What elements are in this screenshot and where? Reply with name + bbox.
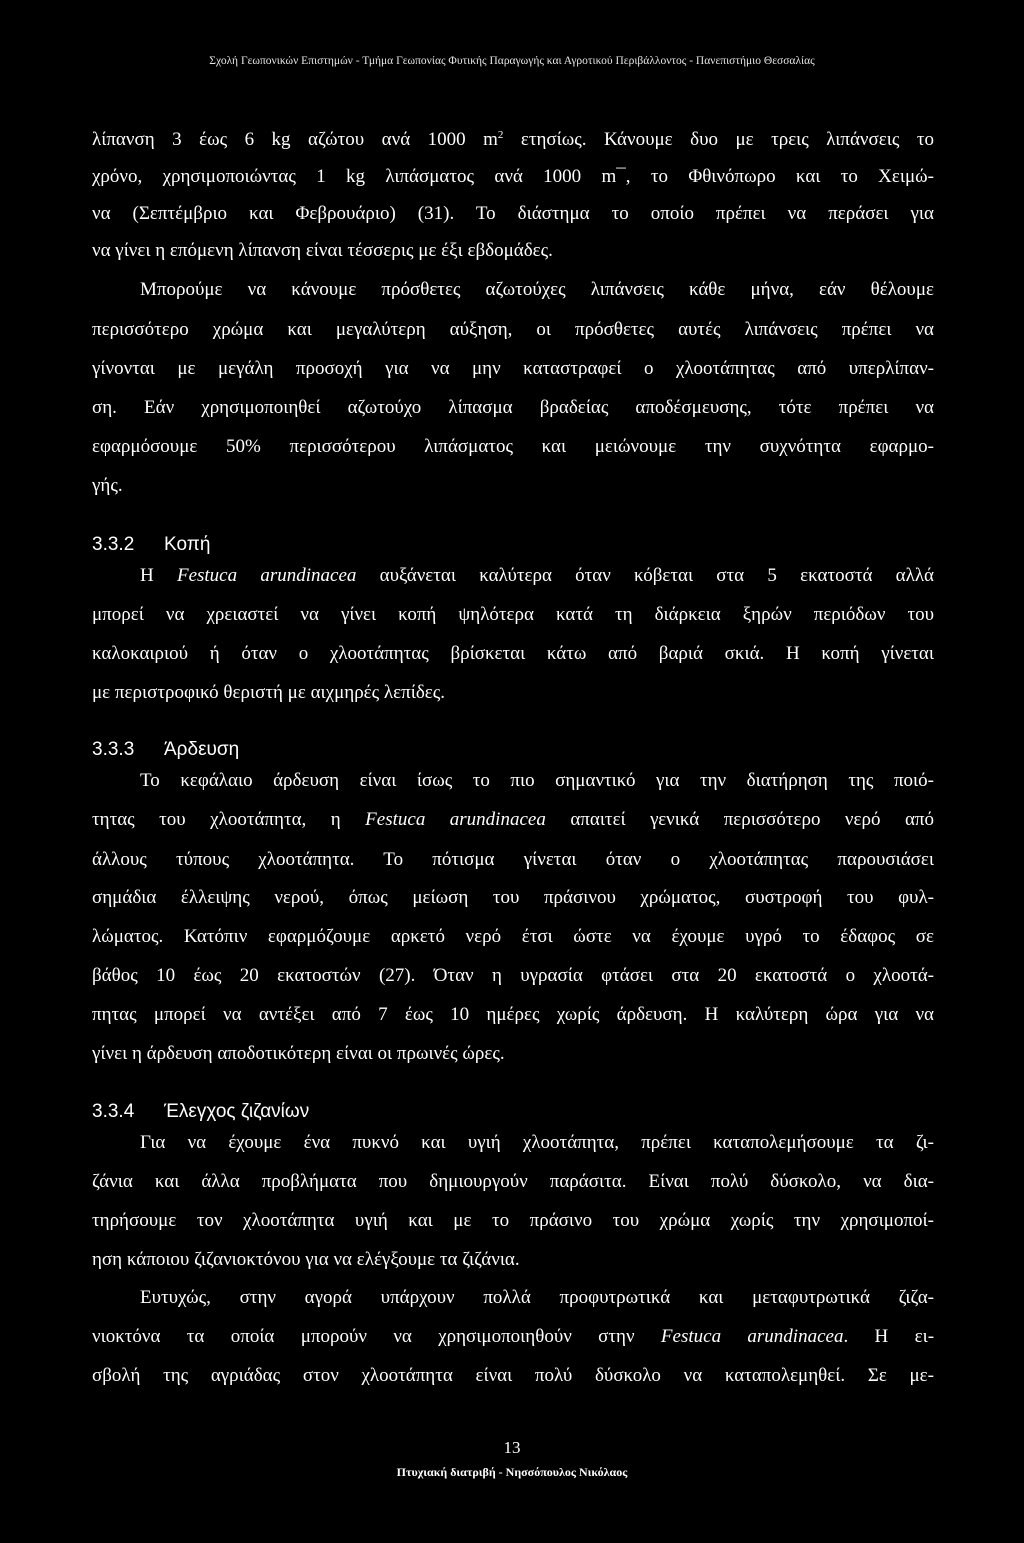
text-line [92,808,934,832]
text-line: τηρήσουμε τον χλοοτάπητα υγιή και με το πράσινο του χρώμα χωρίς την χρησιμοποί- [92,1210,934,1231]
italic-species-name: Festuca arundinacea [176,565,357,586]
text-line: να (Σεπτέμβριο και Φεβρουάριο) (31). Το διάστημα το οποίο πρέπει να περάσει για [92,203,934,224]
footer-note: Πτυχιακή διατριβή - Νησσόπουλος Νικόλαος [396,1465,628,1479]
running-header: Σχολή Γεωπονικών Επιστημών - Τμήμα Γεωπονίας Φυτικής Παραγωγής και Αγροτικού Περιβάλλοντος - Πανεπιστήμιο Θεσσαλίας [209,55,815,67]
section-number: 3.3.2 [92,534,135,555]
text-span: αυξάνεται καλύτερα όταν κόβεται στα 5 εκατοστά αλλά [356,565,934,586]
text-line: λώματος. Κατόπιν εφαρμόζουμε αρκετό νερό έτσι ώστε να έχουμε υγρό το έδαφος σε [92,926,934,947]
text-line [92,1325,934,1349]
text-line: βάθος 10 έως 20 εκατοστών (27). Όταν η υγρασία φτάσει στα 20 εκατοστά ο χλοοτά- [92,965,934,986]
text-span: νιοκτόνα τα οποία μπορούν να χρησιμοποιηθούν στην [92,1326,661,1347]
italic-species-name: Festuca arundinacea [660,1326,844,1347]
section-heading-3-3-3 [92,738,239,762]
section-title: Έλεγχος ζιζανίων [164,1101,310,1122]
text-line: εφαρμόσουμε 50% περισσότερου λιπάσματος και μειώνουμε την συχνότητα εφαρμο- [92,436,934,457]
text-line: να γίνει η επόμενη λίπανση είναι τέσσερις με έξι εβδομάδες. [92,240,553,261]
text-line: σβολή της αγριάδας στον χλοοτάπητα είναι πολύ δύσκολο να καταπολεμηθεί. Σε με- [92,1365,934,1386]
text-line: χρόνο, χρησιμοποιώντας 1 kg λιπάσματος ανά 1000 m¯, το Φθινόπωρο και το Χειμώ- [92,166,934,187]
text-span: Η [140,565,177,586]
text-line: γίνει η άρδευση αποδοτικότερη είναι οι πρωινές ώρες. [92,1043,505,1064]
text-line [140,564,934,588]
text-line: Το κεφάλαιο άρδευση είναι ίσως το πιο σημαντικό για την διατήρηση της ποιό- [140,770,934,791]
text-line: με περιστροφικό θεριστή με αιχμηρές λεπίδες. [92,682,446,703]
section-title: Κοπή [164,534,211,555]
text-span: απαιτεί γενικά περισσότερο νερό από [545,809,935,830]
text-line: Ευτυχώς, στην αγορά υπάρχουν πολλά προφυτρωτικά και μεταφυτρωτικά ζιζα- [140,1287,934,1308]
text-line: μπορεί να χρειαστεί να γίνει κοπή ψηλότερα κατά τη διάρκεια ξηρών περιόδων του [92,604,934,625]
text-line: σημάδια έλλειψης νερού, όπως μείωση του πράσινου χρώματος, συστροφή του φυλ- [92,887,934,908]
text-line: ση. Εάν χρησιμοποιηθεί αζωτούχο λίπασμα βραδείας αποδέσμευσης, τότε πρέπει να [92,397,934,418]
text-line: καλοκαιριού ή όταν ο χλοοτάπητας βρίσκεται κάτω από βαριά σκιά. Η κοπή γίνεται [92,643,934,664]
page-number: 13 [503,1438,521,1457]
text-span: ετησίως. Κάνουμε δυο με τρεις λιπάνσεις το [503,129,934,150]
text-line: πητας μπορεί να αντέξει από 7 έως 10 ημέρες χωρίς άρδευση. Η καλύτερη ώρα για να [92,1004,934,1025]
text-line: Για να έχουμε ένα πυκνό και υγιή χλοοτάπητα, πρέπει καταπολεμήσουμε τα ζι- [140,1132,934,1153]
text-line: γίνονται με μεγάλη προσοχή για να μην καταστραφεί ο χλοοτάπητας από υπερλίπαν- [92,358,934,379]
section-heading-3-3-2 [92,533,210,557]
text-span: . Η ει- [843,1326,935,1347]
italic-species-name: Festuca arundinacea [365,809,546,830]
section-number: 3.3.4 [92,1101,135,1122]
superscript: 2 [497,129,504,141]
text-line: Μπορούμε να κάνουμε πρόσθετες αζωτούχες λιπάνσεις κάθε μήνα, εάν θέλουμε [140,279,934,300]
text-line: άλλους τύπους χλοοτάπητα. Το πότισμα γίνεται όταν ο χλοοτάπητας παρουσιάσει [92,849,934,870]
text-line: γής. [92,475,123,496]
section-number: 3.3.3 [92,739,135,760]
section-heading-3-3-4 [92,1100,309,1124]
text-span: λίπανση 3 έως 6 kg αζώτου ανά 1000 m [92,129,498,150]
text-line: περισσότερο χρώμα και μεγαλύτερη αύξηση, οι πρόσθετες αυτές λιπάνσεις πρέπει να [92,319,934,340]
text-line: ζάνια και άλλα προβλήματα που δημιουργούν παράσιτα. Είναι πολύ δύσκολο, να δια- [92,1171,934,1192]
text-span: τητας του χλοοτάπητα, η [92,809,366,830]
text-line [92,128,934,152]
text-line: ηση κάποιου ζιζανιοκτόνου για να ελέγξουμε τα ζιζάνια. [92,1249,520,1270]
section-title: Άρδευση [164,739,240,760]
